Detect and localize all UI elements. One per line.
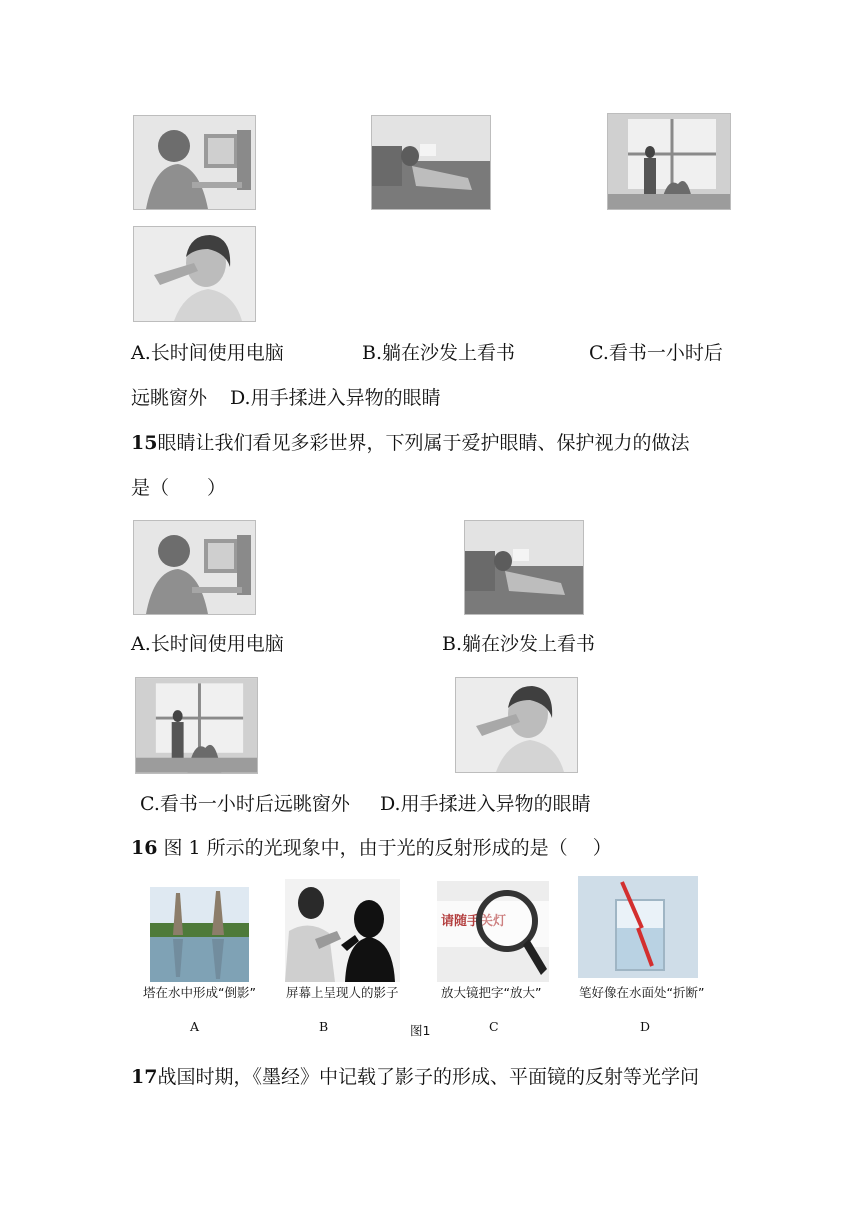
- q15-stem-text: 眼睛让我们看见多彩世界，下列属于爱护眼睛、保护视力的做法: [157, 432, 690, 454]
- figure-label: 图1: [410, 1023, 431, 1038]
- caption-a: 塔在水中形成“倒影”: [143, 985, 256, 1000]
- q15-stem-line2: 是（ ）: [131, 477, 227, 499]
- eye-rubbing-photo: [133, 226, 256, 322]
- q15-stem-line1: [131, 431, 689, 455]
- q17-stem: [131, 1065, 699, 1089]
- q15-option-c: C.看书一小时后远眺窗外: [140, 793, 350, 815]
- caption-c: 放大镜把字“放大”: [441, 985, 542, 1000]
- q14-option-c: C.看书一小时后: [589, 342, 723, 364]
- q15-option-a: A.长时间使用电脑: [131, 633, 284, 655]
- sofa-reading-photo: [371, 115, 491, 210]
- figure-letter-d: D: [640, 1019, 651, 1034]
- figure-letter-a: A: [190, 1019, 200, 1034]
- figure-letter-b: B: [319, 1019, 329, 1034]
- figure-letter-c: C: [489, 1019, 499, 1034]
- sign-text: 请随手关灯: [441, 914, 507, 929]
- q16-stem: [131, 836, 612, 860]
- pen-in-water-photo: [578, 876, 698, 978]
- q16-number: 16: [131, 837, 158, 859]
- q17-stem-text: 战国时期，《墨经》中记载了影子的形成、平面镜的反射等光学问: [157, 1066, 699, 1088]
- caption-d: 笔好像在水面处“折断”: [579, 985, 705, 1000]
- q15-option-d: D.用手揉进入异物的眼睛: [380, 793, 591, 815]
- q15-sofa-reading-photo: [464, 520, 584, 615]
- q17-number: 17: [131, 1066, 158, 1088]
- window-view-photo: [607, 113, 731, 210]
- q14-option-c-continued: 远眺窗外: [131, 387, 208, 409]
- q15-eye-rubbing-photo: [455, 677, 578, 773]
- magnifier-photo: [437, 881, 549, 982]
- shadow-screen-photo: [285, 879, 400, 982]
- pagoda-reflection-photo: [150, 887, 249, 982]
- q14-option-d: D.用手揉进入异物的眼睛: [230, 387, 441, 409]
- q15-option-b: B.躺在沙发上看书: [442, 633, 596, 655]
- q14-option-b: B.躺在沙发上看书: [362, 342, 516, 364]
- caption-b: 屏幕上呈现人的影子: [286, 985, 399, 1000]
- q14-option-a: A.长时间使用电脑: [131, 342, 284, 364]
- q16-stem-text: 图 1 所示的光现象中，由于光的反射形成的是（ ）: [163, 837, 612, 859]
- q15-window-view-photo: [135, 677, 258, 774]
- computer-use-photo: [133, 115, 256, 210]
- q15-computer-use-photo: [133, 520, 256, 615]
- q15-number: 15: [131, 432, 158, 454]
